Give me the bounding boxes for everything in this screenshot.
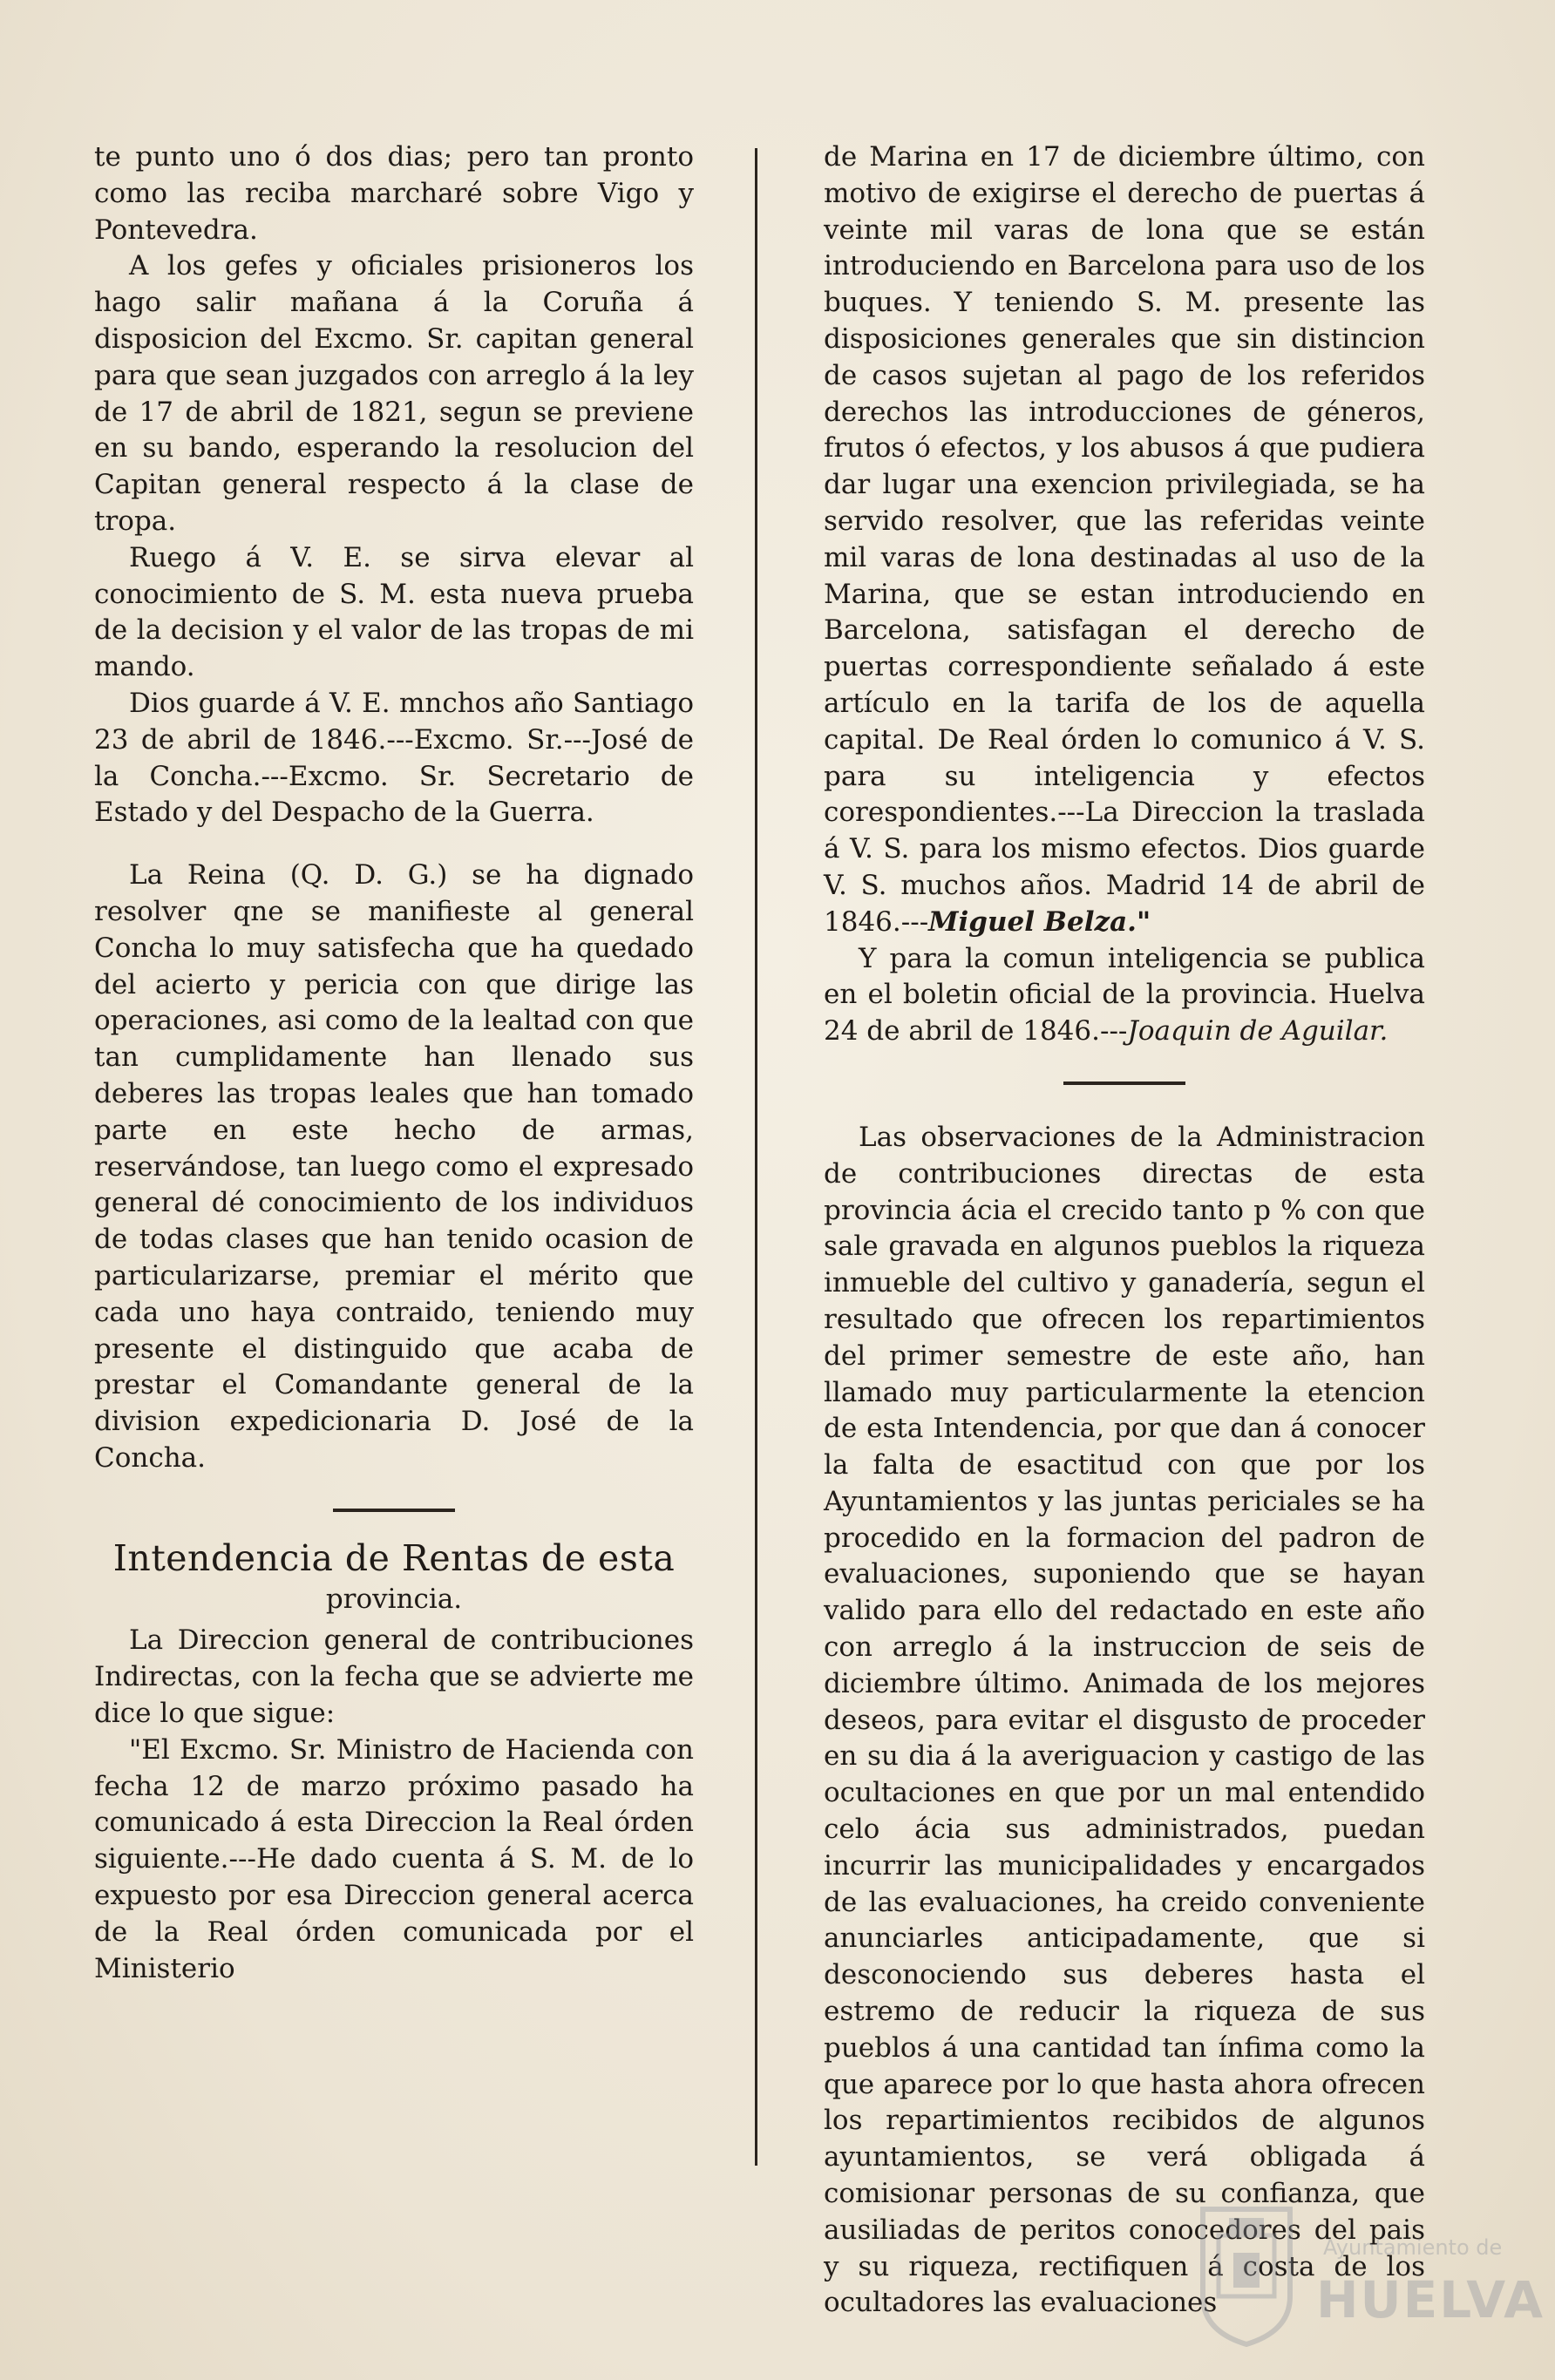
publication-note (824, 941, 1425, 1050)
left-paragraph-4: Dios guarde á V. E. mnchos año Santiago 23 de abril de 1846.---Excmo. Sr.---José de la Concha.---Excmo. Sr. Secretario de Estado y del Despacho de la Guerra. (94, 687, 694, 829)
right-continuation-signature: Miguel Belza." (928, 905, 1151, 938)
observations-paragraph: Las observaciones de la Administracion de contribuciones directas de esta provincia ácia el crecido tanto p % con que sale gravada en algunos pueblos la riqueza inmueble del cultivo y ganadería, segun el resultado que ofrecen los repartimientos del primer semestre de este año, han llamado muy particularmente la etencion de esta Intendencia, por que dan á conocer la falta de esactitud con que por los Ayuntamientos y las juntas periciales se ha procedido en la formacion del padron de evaluaciones, suponiendo que se hayan valido para ello del redactado en este año con arreglo á la instruccion de seis de diciembre último. Animada de los mejores deseos, para evitar el disgusto de proceder en su dia á la averiguacion y castigo de las ocultaciones en que por un mal entendido celo ácia sus administrados, puedan incurrir las municipalidades y encargados de las evaluaciones, ha creido conveniente anunciarles anticipadamente, que si desconociendo sus deberes hasta el estremo de reducir la riqueza de sus pueblos á una cantidad tan ínfima como la que aparece por lo que hasta ahora ofrecen los repartimientos recibidos de algunos ayuntamientos, se verá obligada á comisionar personas de su confianza, que ausiliadas de peritos conocedores del pais y su riqueza, rectifiquen á costa de los ocultadores las evaluaciones (824, 1121, 1425, 2319)
left-column (94, 139, 694, 1987)
publication-signature: Joaquin de Aguilar. (1127, 1015, 1389, 1048)
watermark-line1: Ayuntamiento de (1323, 2235, 1503, 2260)
right-section-divider-rule (1063, 1082, 1185, 1085)
column-divider (755, 148, 757, 2166)
left-paragraph-5: La Reina (Q. D. G.) se ha dignado resolver qne se manifieste al general Concha lo muy satisfecha que ha quedado del acierto y pericia con que dirige las operaciones, asi como de la lealtad con que tan cumplidamente han llenado sus deberes las tropas leales que han tomado parte en este hecho de armas, reservándose, tan luego como el expresado general dé conocimiento de los individuos de todas clases que han tenido ocasion de particularizarse, premiar el mérito que cada uno haya contraido, teniendo muy presente el distinguido que acaba de prestar el Comandante general de la division expedicionaria D. José de la Concha. (94, 859, 694, 1474)
left-paragraph-1: te punto uno ó dos dias; pero tan pronto como las reciba marcharé sobre Vigo y Pontevedra. (94, 141, 694, 246)
left-paragraph-2: A los gefes y oficiales prisioneros los hago salir mañana á la Coruña á disposicion del Excmo. Sr. capitan general para que sean juzgados con arreglo á la ley de 17 de abril de 1821, segun se previene en su bando, esperando la resolucion del Capitan general respecto á la clase de tropa. (94, 250, 694, 537)
left-paragraph-3: Ruego á V. E. se sirva elevar al conocimiento de S. M. esta nueva prueba de la decision y el valor de las tropas de mi mando. (94, 541, 694, 683)
section-divider-rule (333, 1509, 455, 1512)
huelva-coat-of-arms-icon (1194, 2200, 1299, 2349)
section-subtitle: provincia. (325, 1583, 463, 1615)
right-continuation (824, 139, 1425, 941)
section-title: Intendencia de Rentas de esta (112, 1536, 676, 1579)
publication-note-text: Y para la comun inteligencia se publica en el boletin oficial de la provincia. Huelva 24 de abril de 1846.--- (824, 942, 1425, 1048)
section-paragraph: La Direccion general de contribuciones Indirectas, con la fecha que se advierte me dice lo que sigue: (94, 1624, 694, 1730)
watermark-line2: HUELVA (1316, 2270, 1545, 2329)
huelva-watermark (1194, 2200, 1545, 2366)
quote-paragraph: "El Excmo. Sr. Ministro de Hacienda con fecha 12 de marzo próximo pasado ha comunicado á esta Direccion la Real órden siguiente.---He dado cuenta á S. M. de lo expuesto por esa Direccion general acerca de la Real órden comunicada por el Ministerio (94, 1733, 694, 1984)
right-continuation-text: de Marina en 17 de diciembre último, con motivo de exigirse el derecho de puertas á veinte mil varas de lona que se están introduciendo en Barcelona para uso de los buques. Y teniendo S. M. presente las disposiciones generales que sin distincion de casos sujetan al pago de los referidos derechos las introducciones de géneros, frutos ó efectos, y los abusos á que pudiera dar lugar una exencion privilegiada, se ha servido resolver, que las referidas veinte mil varas de lona destinadas al uso de la Marina, que se estan introduciendo en Barcelona, satisfagan el derecho de puertas correspondiente señalado á este artículo en la tarifa de los de aquella capital. De Real órden lo comunico á V. S. para su inteligencia y efectos corespondientes.---La Direccion la traslada á V. S. para los mismo efectos. Dios guarde V. S. muchos años. Madrid 14 de abril de 1846.--- (824, 141, 1425, 938)
right-column (824, 139, 1425, 2322)
